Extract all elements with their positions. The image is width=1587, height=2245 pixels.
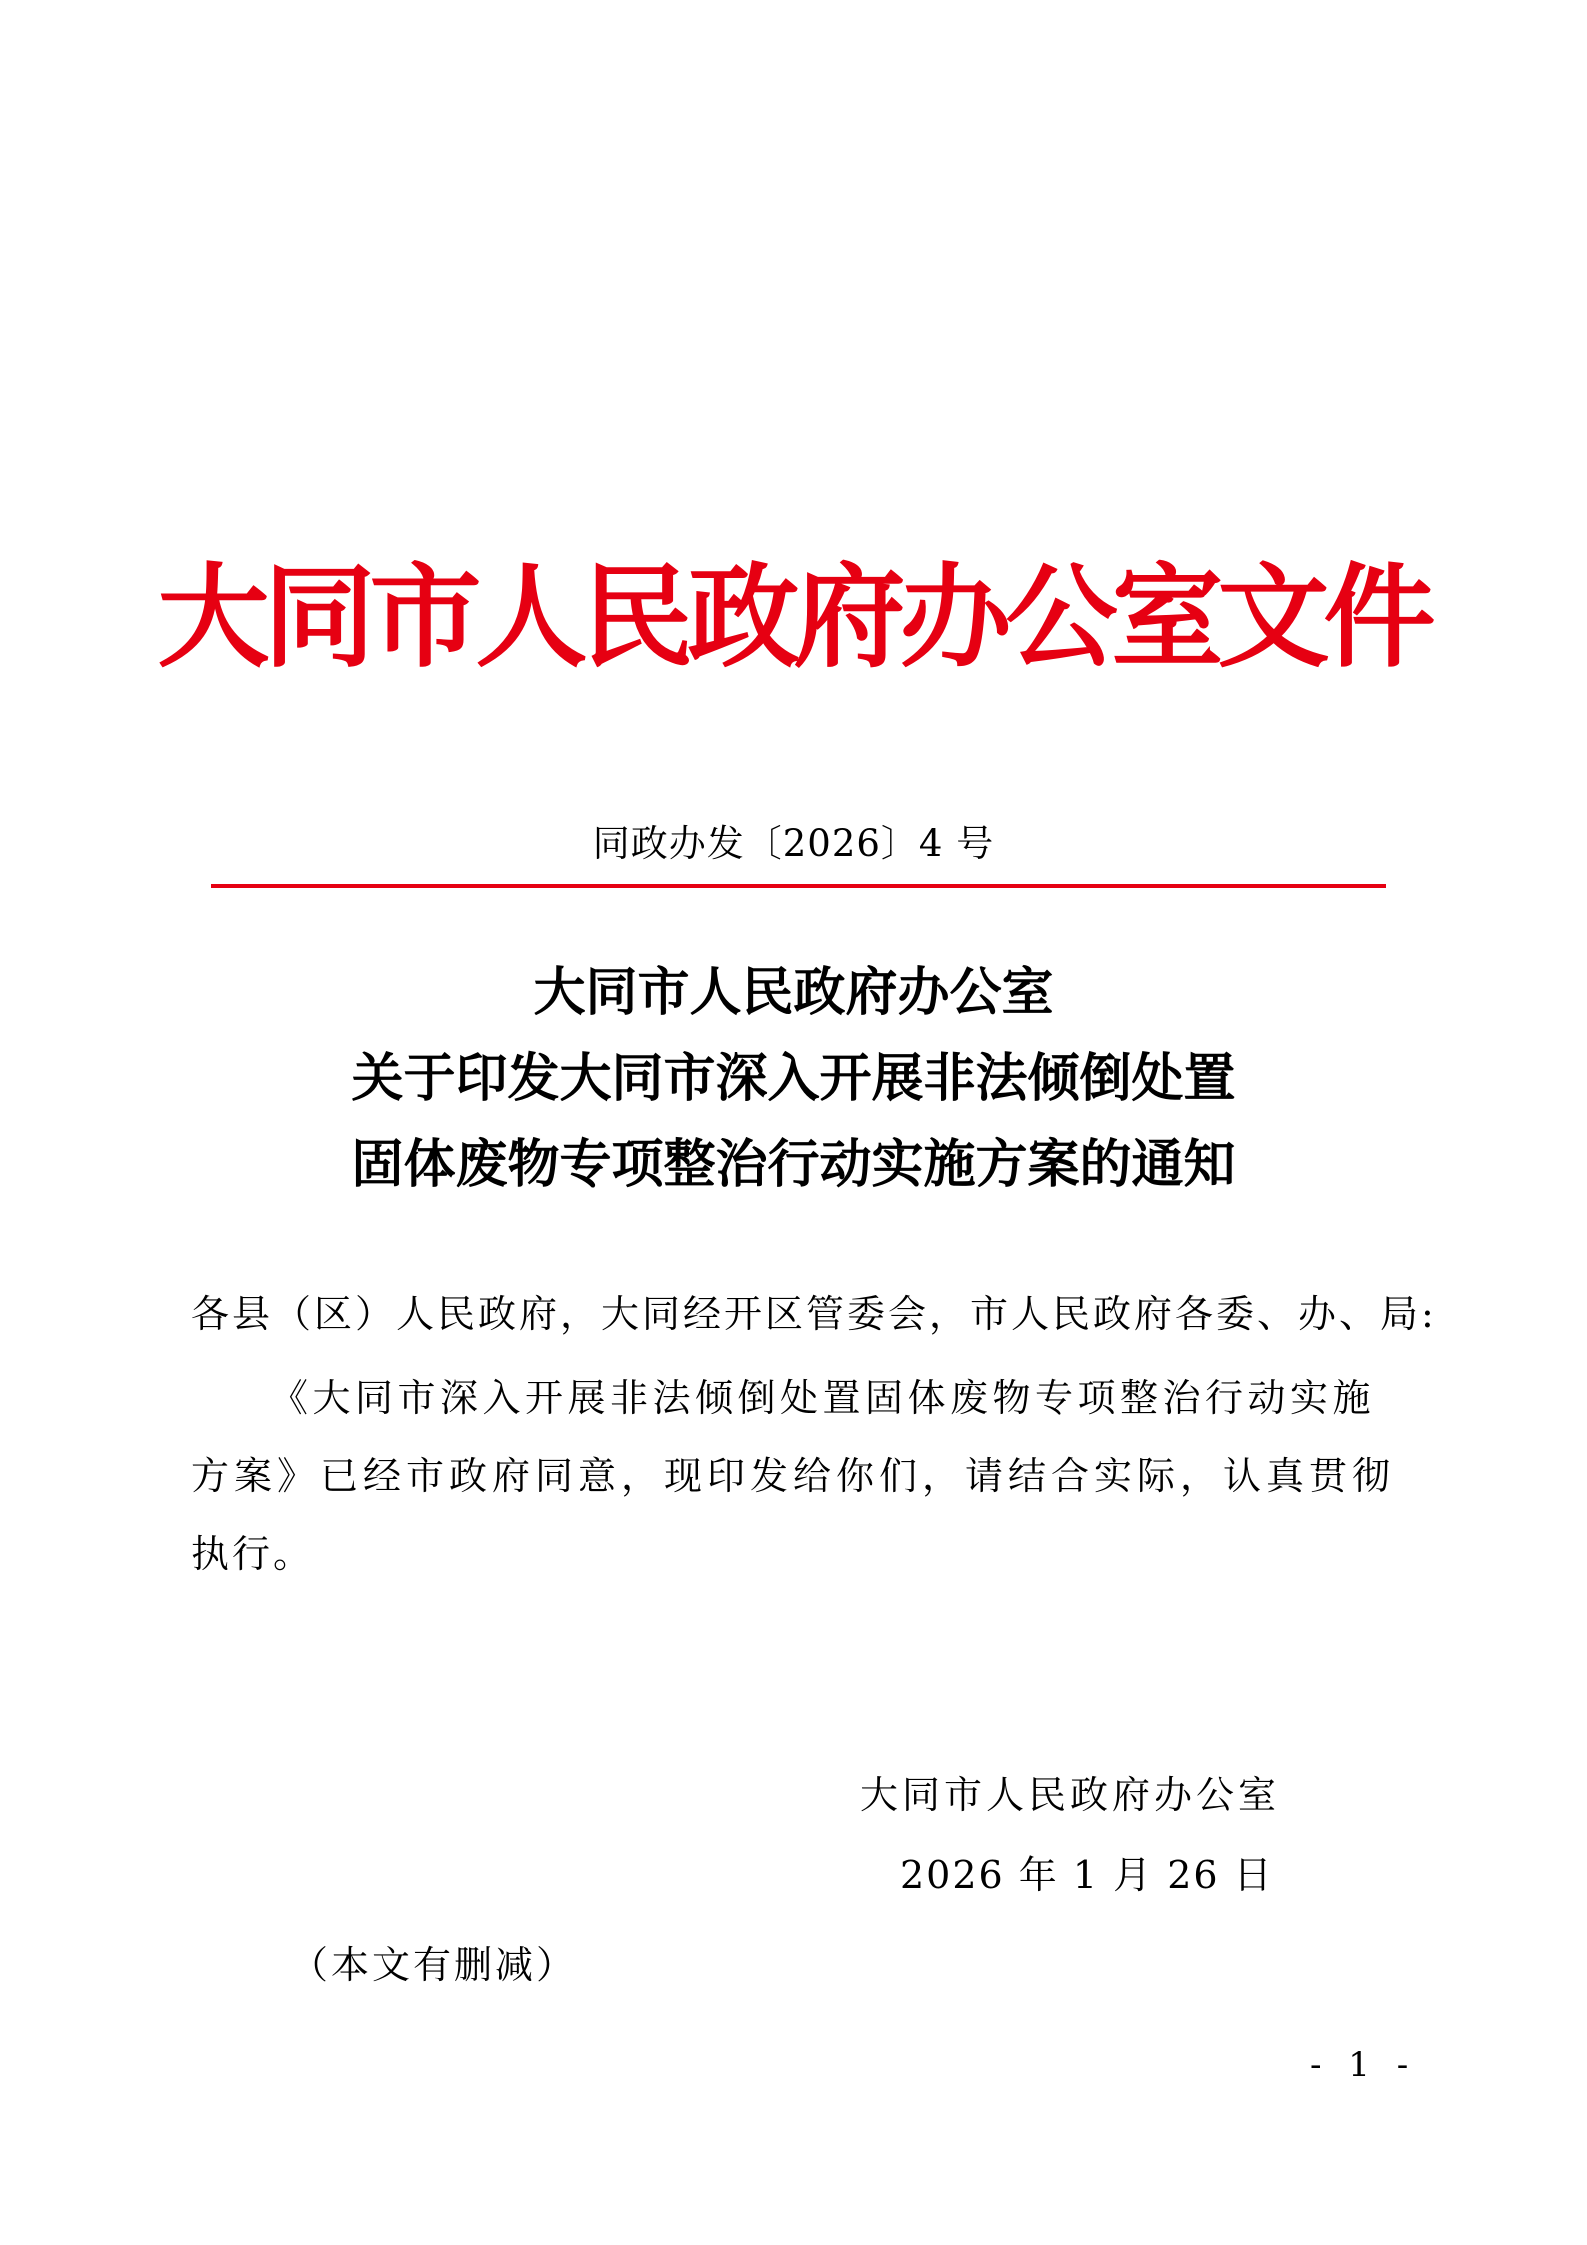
red-separator-line: [211, 884, 1386, 888]
addressee-line: 各县（区）人民政府，大同经开区管委会，市人民政府各委、办、局:: [191, 1292, 1437, 1336]
page-number: - 1 -: [1310, 2045, 1417, 2085]
abridged-note: （本文有删减）: [290, 1943, 578, 1987]
document-title: [0, 950, 1587, 1208]
document-number: 同政办发〔2026〕4 号: [592, 822, 995, 865]
body-line-1: 《大同市深入开展非法倾倒处置固体废物专项整治行动实施: [270, 1376, 1376, 1420]
body-line-2: 方案》已经市政府同意，现印发给你们，请结合实际，认真贯彻: [191, 1454, 1396, 1498]
body-line-3: 执行。: [191, 1532, 315, 1576]
signature-date: 2026 年 1 月 26 日: [900, 1853, 1274, 1897]
signature-organization: 大同市人民政府办公室: [860, 1773, 1281, 1817]
title-line-2: 关于印发大同市深入开展非法倾倒处置: [351, 1048, 1236, 1109]
title-line-3: 固体废物专项整治行动实施方案的通知: [351, 1134, 1236, 1195]
title-line-1: 大同市人民政府办公室: [533, 962, 1054, 1023]
document-masthead: 大同市人民政府办公室文件: [157, 552, 1430, 683]
